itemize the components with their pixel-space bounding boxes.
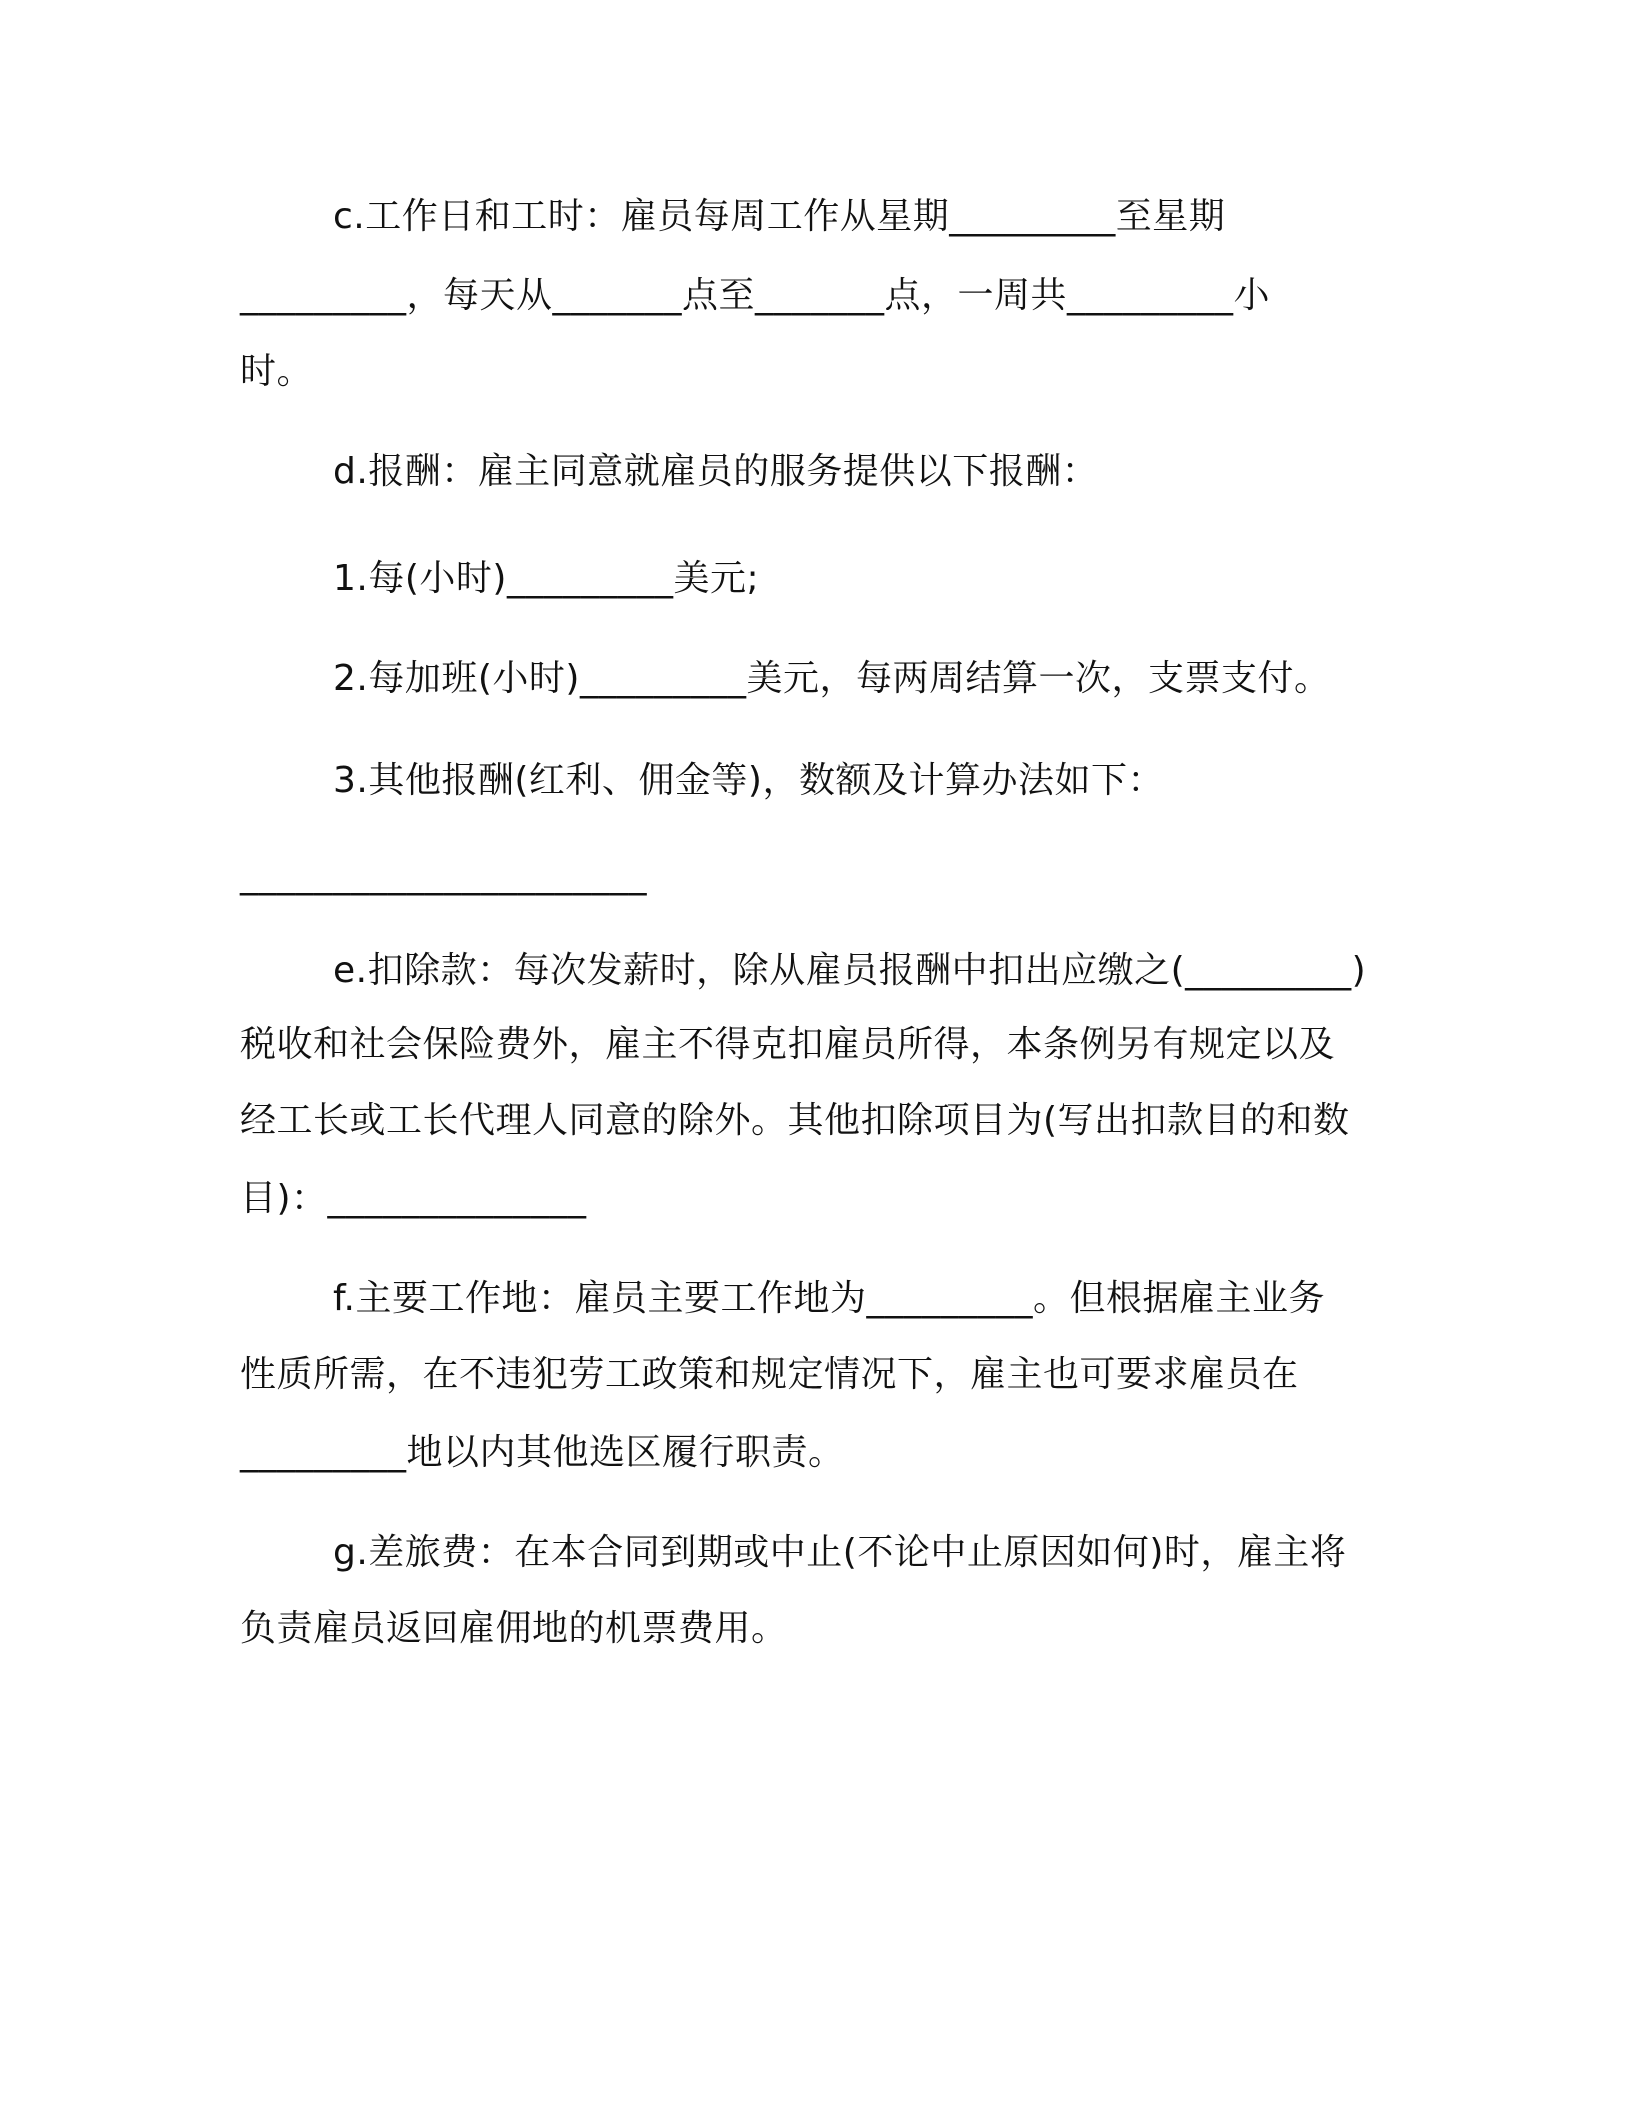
clause-c-line-3: 时。 <box>240 351 314 392</box>
clause-g-line-1: g.差旅费：在本合同到期或中止(不论中止原因如何)时，雇主将 <box>333 1532 1347 1573</box>
clause-e-line-2: 税收和社会保险费外，雇主不得克扣雇员所得，本条例另有规定以及 <box>240 1024 1336 1065</box>
clause-f-line-3: _________地以内其他选区履行职责。 <box>240 1432 845 1473</box>
clause-f-line-2: 性质所需，在不违犯劳工政策和规定情况下，雇主也可要求雇员在 <box>240 1354 1299 1395</box>
clause-e-line-4: 目)：______________ <box>240 1178 587 1219</box>
clause-d-item-2: 2.每加班(小时)_________美元，每两周结算一次，支票支付。 <box>333 658 1331 699</box>
clause-d-blank: ______________________ <box>240 855 647 896</box>
clause-d-item-3: 3.其他报酬(红利、佣金等)，数额及计算办法如下： <box>333 760 1164 801</box>
clause-f-line-1: f.主要工作地：雇员主要工作地为_________。但根据雇主业务 <box>333 1278 1325 1319</box>
clause-d-heading: d.报酬：雇主同意就雇员的服务提供以下报酬： <box>333 451 1099 492</box>
clause-d-item-1: 1.每(小时)_________美元; <box>333 558 760 599</box>
clause-e-line-3: 经工长或工长代理人同意的除外。其他扣除项目为(写出扣款目的和数 <box>240 1100 1350 1141</box>
clause-e-line-1: e.扣除款：每次发薪时，除从雇员报酬中扣出应缴之(_________) <box>333 950 1367 991</box>
clause-c-line-2: _________，每天从_______点至_______点，一周共_________小 <box>240 275 1271 316</box>
clause-g-line-2: 负责雇员返回雇佣地的机票费用。 <box>240 1608 788 1649</box>
clause-c-line-1: c.工作日和工时：雇员每周工作从星期_________至星期 <box>333 196 1226 237</box>
